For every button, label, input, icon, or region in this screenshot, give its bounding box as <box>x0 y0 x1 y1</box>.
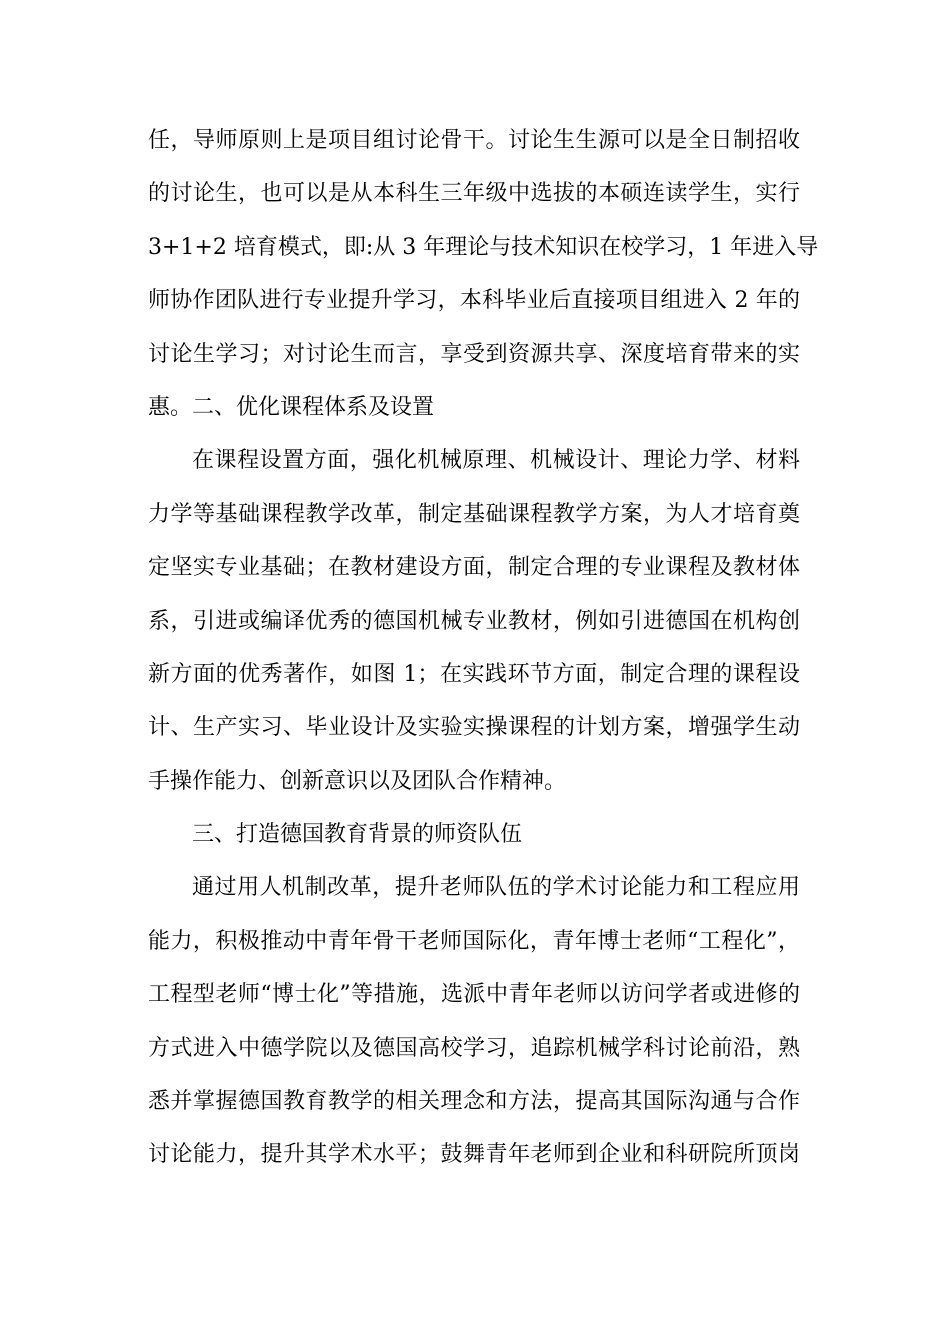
heading-text: 三、打造德国教育背景的师资队伍 <box>192 822 523 848</box>
text-line: 任，导师原则上是项目组讨论骨干。讨论生生源可以是全日制招收 <box>148 128 800 153</box>
text-line: 计、生产实习、毕业设计及实验实操课程的计划方案，增强学生动 <box>148 715 800 741</box>
text-line: 力学等基础课程教学改革，制定基础课程教学方案，为人才培育奠 <box>148 501 800 527</box>
text-line: 定坚实专业基础；在教材建设方面，制定合理的专业课程及教材体 <box>148 555 800 581</box>
text-line: 师协作团队进行专业提升学习，本科毕业后直接项目组进入 2 年的 <box>148 288 800 314</box>
text-line: 能力，积极推动中青年骨干老师国际化，青年博士老师“工程化”， <box>148 928 800 954</box>
text-line: 讨论能力，提升其学术水平；鼓舞青年老师到企业和科研院所顶岗 <box>148 1142 800 1168</box>
section-heading <box>148 808 800 861</box>
document-body <box>148 114 819 1182</box>
text-line: 手操作能力、创新意识以及团队合作精神。 <box>148 768 567 794</box>
text-line: 的讨论生，也可以是从本科生三年级中选拔的本硕连读学生，实行 <box>148 181 800 207</box>
text-line: 在课程设置方面，强化机械原理、机械设计、理论力学、材料 <box>192 448 800 474</box>
text-line: 系，引进或编译优秀的德国机械专业教材，例如引进德国在机构创 <box>148 608 800 634</box>
text-line: 通过用人机制改革，提升老师队伍的学术讨论能力和工程应用 <box>192 875 800 901</box>
text-line: 方式进入中德学院以及德国高校学习，追踪机械学科讨论前沿，熟 <box>148 1035 800 1061</box>
text-line: 惠。二、优化课程体系及设置 <box>148 394 435 420</box>
paragraph <box>148 861 800 1181</box>
text-line: 新方面的优秀著作，如图 1；在实践环节方面，制定合理的课程设 <box>148 661 800 687</box>
text-line: 悉并掌握德国教育教学的相关理念和方法，提高其国际沟通与合作 <box>148 1089 800 1115</box>
paragraph <box>148 114 819 434</box>
text-line: 工程型老师“博士化”等措施，选派中青年老师以访问学者或进修的 <box>148 982 800 1008</box>
text-line: 3+1+2 培育模式，即:从 3 年理论与技术知识在校学习，1 年进入导 <box>148 234 819 260</box>
paragraph <box>148 434 800 808</box>
text-line: 讨论生学习；对讨论生而言，享受到资源共享、深度培育带来的实 <box>148 341 800 367</box>
